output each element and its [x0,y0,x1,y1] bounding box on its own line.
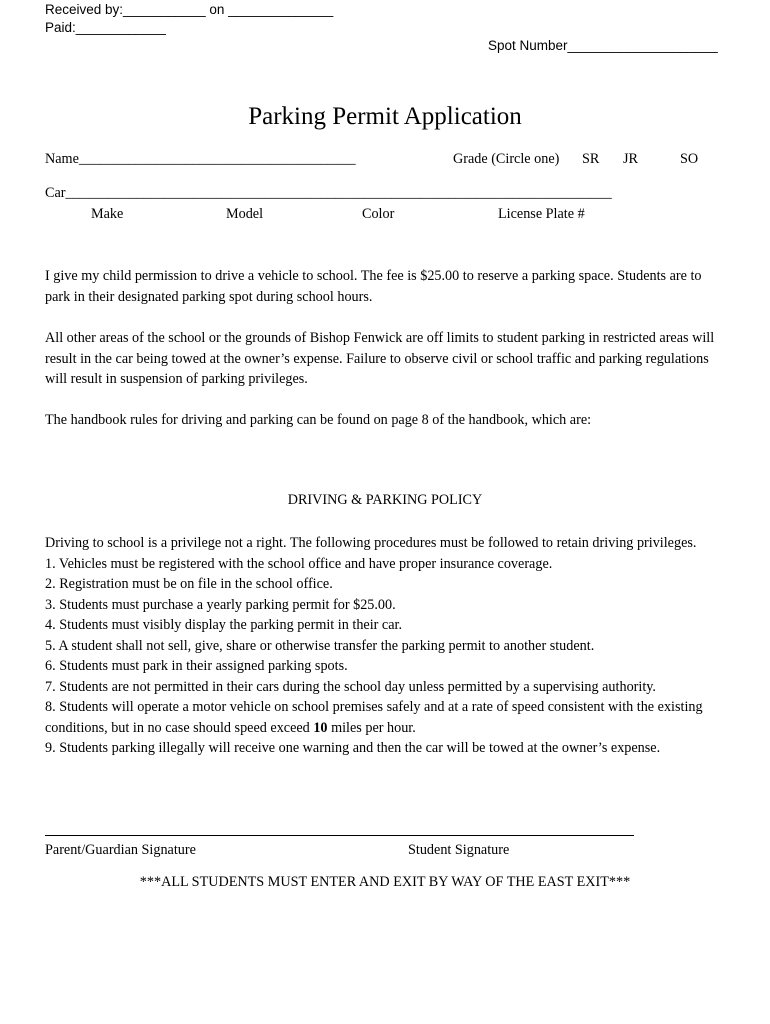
restricted-areas-paragraph [45,328,725,390]
car-model-label: Model [226,206,264,222]
car-license-plate-label: License Plate # [498,206,585,222]
policy-intro: Driving to school is a privilege not a right. The following procedures must be followed to retain driving privileges. [45,535,697,551]
car-field: Car_____________________________________________________________________________ [45,185,612,201]
policy-rule: 9. Students parking illegally will receive one warning and then the car will be towed at the owner’s expense. [45,740,661,756]
policy-rule: 5. A student shall not sell, give, share or otherwise transfer the parking permit to another student. [45,637,595,654]
paid-line: Paid:____________ [45,20,166,35]
signature-line [45,835,634,836]
rule-8-text-end: miles per hour. [327,719,416,736]
grade-label: Grade (Circle one) [453,151,560,167]
student-signature-label: Student Signature [408,842,510,858]
policy-rule: 2. Registration must be on file in the school office. [45,576,333,592]
handbook-paragraph [45,410,725,431]
permission-text: I give my child permission to drive a vehicle to school. The fee is $25.00 to reserve a parking space. Students are to park in their designated parking spot during school hours. [45,268,702,305]
page-title: Parking Permit Application [248,103,522,130]
policy-rule: 7. Students are not permitted in their cars during the school day unless permitted by a supervising authority. [45,678,656,695]
grade-option-jr: JR [623,151,638,167]
policy-rule-8 [45,697,725,738]
permission-paragraph [45,266,725,307]
grade-option-so: SO [680,151,699,167]
restricted-areas-text: All other areas of the school or the grounds of Bishop Fenwick are off limits to student parking in restricted areas will result in the car being towed at the owner’s expense. Failure to observe civil or school traffic and parking regulations will result in suspension of parking privileges. [45,330,715,387]
grade-option-sr: SR [582,151,600,167]
rule-8-text: 8. Students will operate a motor vehicle on school premises safely and at a rate of speed consistent with the existing conditions, but in no case should speed exceed [45,699,703,736]
policy-rule: 4. Students must visibly display the parking permit in their car. [45,617,403,633]
car-color-label: Color [362,206,395,222]
received-by-line: Received by:___________ on ______________ [45,2,334,17]
policy-rule: 6. Students must park in their assigned parking spots. [45,658,348,674]
policy-rule: 1. Vehicles must be registered with the school office and have proper insurance coverage. [45,555,553,572]
name-field: Name_______________________________________ [45,151,356,167]
speed-limit-value: 10 [313,719,328,736]
policy-list [45,533,725,759]
east-exit-notice: ***ALL STUDENTS MUST ENTER AND EXIT BY WAY OF THE EAST EXIT*** [139,874,631,890]
spot-number-line: Spot Number____________________ [488,38,718,53]
policy-heading: DRIVING & PARKING POLICY [287,492,483,508]
parent-signature-label: Parent/Guardian Signature [45,842,196,858]
handbook-text: The handbook rules for driving and parking can be found on page 8 of the handbook, which are: [45,412,592,428]
car-make-label: Make [91,206,124,222]
policy-rule: 3. Students must purchase a yearly parking permit for $25.00. [45,596,396,613]
